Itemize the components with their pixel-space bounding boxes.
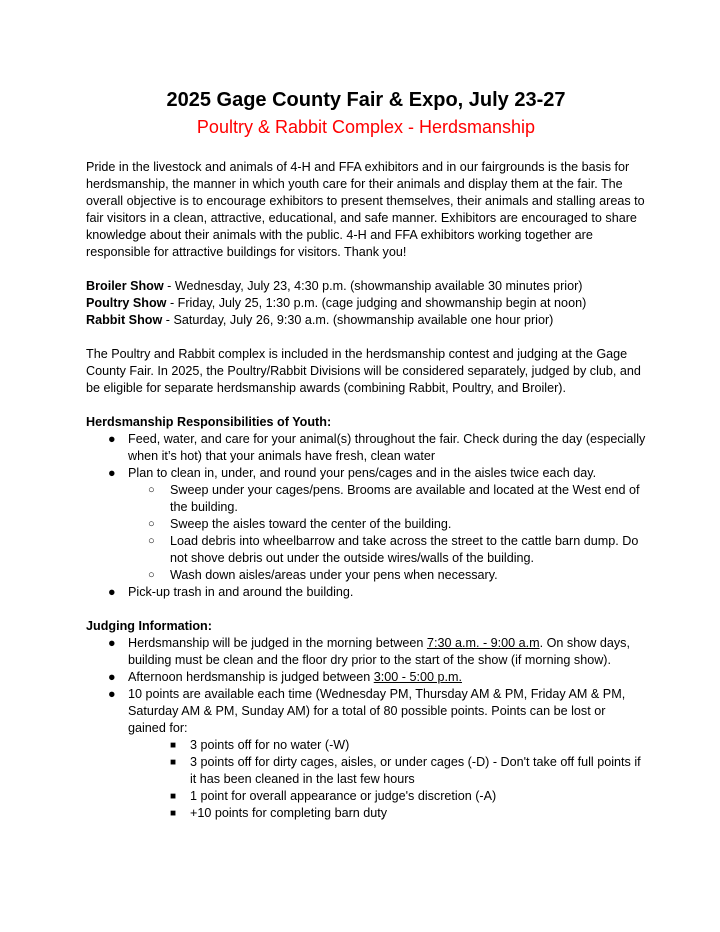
square-bullet-icon: ■: [170, 757, 177, 768]
bullet-icon: ●: [108, 466, 116, 480]
judging-text: Afternoon herdsmanship is judged between: [128, 670, 374, 684]
document-title: 2025 Gage County Fair & Expo, July 23-27: [166, 89, 566, 111]
show-name: Rabbit Show: [86, 313, 163, 327]
points-item-text: 3 points off for no water (-W): [190, 738, 350, 752]
list-item: [86, 584, 646, 601]
sublist-item: [86, 533, 646, 567]
hollow-bullet-icon: ○: [148, 569, 155, 581]
judging-text: . On show days, building must be clean and the floor dry prior to the start of the show (if morning show).: [128, 636, 630, 667]
bullet-icon: ●: [108, 687, 116, 701]
judging-text: 10 points are available each time (Wednesday PM, Thursday AM & PM, Friday AM & PM, Saturday AM & PM, Sunday AM) for a total of 80 possible points. Points can be lost or gained for:: [128, 687, 626, 735]
responsibilities-list: [86, 431, 646, 601]
bullet-icon: ●: [108, 670, 116, 684]
document-subtitle: Poultry & Rabbit Complex - Herdsmanship: [196, 117, 536, 137]
show-detail: - Saturday, July 26, 9:30 a.m. (showmanship available one hour prior): [162, 313, 554, 327]
list-item-text: Pick-up trash in and around the building.: [128, 585, 354, 599]
sublist-item-text: Sweep under your cages/pens. Brooms are available and located at the West end of the building.: [170, 483, 640, 514]
hollow-bullet-icon: ○: [148, 518, 155, 530]
points-item-text: +10 points for completing barn duty: [190, 806, 388, 820]
sublist-item-text: Sweep the aisles toward the center of the building.: [170, 517, 452, 531]
judging-heading: Judging Information:: [86, 619, 212, 633]
points-sublist: [128, 737, 646, 822]
sublist-item: [86, 482, 646, 516]
list-item: [86, 686, 646, 822]
contest-paragraph: The Poultry and Rabbit complex is included in the herdsmanship contest and judging at the Gage County Fair. In 2025, the Poultry/Rabbit Divisions will be considered separately, judged by club, and be eligible for separate herdsmanship awards (combining Rabbit, Poultry, and Broiler).: [86, 347, 641, 395]
sublist-item-text: Load debris into wheelbarrow and take across the street to the cattle barn dump. Do not shove debris out under the outside wires/walls of the building.: [170, 534, 639, 565]
square-bullet-icon: ■: [170, 740, 177, 751]
broiler-show-line: [86, 278, 646, 295]
square-bullet-icon: ■: [170, 808, 177, 819]
page-content: [86, 88, 646, 822]
poultry-show-line: [86, 295, 646, 312]
list-item: [86, 465, 646, 584]
bullet-icon: ●: [108, 636, 116, 650]
show-detail: - Friday, July 25, 1:30 p.m. (cage judging and showmanship begin at noon): [166, 296, 587, 310]
list-item: [86, 431, 646, 465]
bullet-icon: ●: [108, 585, 116, 599]
sublist-item: [86, 567, 646, 584]
points-item: [86, 737, 646, 754]
show-name: Poultry Show: [86, 296, 167, 310]
points-item-text: 1 point for overall appearance or judge's discretion (-A): [190, 789, 497, 803]
afternoon-time-range: 3:00 - 5:00 p.m.: [373, 670, 462, 684]
responsibilities-heading: Herdsmanship Responsibilities of Youth:: [86, 415, 332, 429]
list-item: [86, 635, 646, 669]
cleaning-sublist: [128, 482, 646, 584]
show-detail: - Wednesday, July 23, 4:30 p.m. (showmanship available 30 minutes prior): [163, 279, 583, 293]
sublist-item: [86, 516, 646, 533]
show-schedule: [86, 278, 646, 329]
sublist-item-text: Wash down aisles/areas under your pens when necessary.: [170, 568, 498, 582]
show-name: Broiler Show: [86, 279, 164, 293]
list-item-text: Feed, water, and care for your animal(s) throughout the fair. Check during the day (especially when it’s hot) that your animals have fresh, clean water: [128, 432, 646, 463]
square-bullet-icon: ■: [170, 791, 177, 802]
bullet-icon: ●: [108, 432, 116, 446]
points-item: [86, 788, 646, 805]
morning-time-range: 7:30 a.m. - 9:00 a.m: [426, 636, 540, 650]
judging-text: Herdsmanship will be judged in the morning between: [128, 636, 427, 650]
judging-list: [86, 635, 646, 822]
points-item: [86, 754, 646, 788]
hollow-bullet-icon: ○: [148, 484, 155, 496]
intro-paragraph: Pride in the livestock and animals of 4-H and FFA exhibitors and in our fairgrounds is the basis for herdsmanship, the manner in which youth care for their animals and display them at the fair. The overall objective is to encourage exhibitors to present themselves, their animals and stalling areas to fair visitors in a clean, attractive, educational, and safe manner. Exhibitors are encouraged to share knowledge about their animals with the public. 4-H and FFA exhibitors working together are responsible for attractive buildings for visitors. Thank you!: [86, 160, 645, 259]
points-item: [86, 805, 646, 822]
rabbit-show-line: [86, 312, 646, 329]
hollow-bullet-icon: ○: [148, 535, 155, 547]
points-item-text: 3 points off for dirty cages, aisles, or under cages (-D) - Don't take off full points if it has been cleaned in the last few hours: [190, 755, 641, 786]
list-item-text: Plan to clean in, under, and round your pens/cages and in the aisles twice each day.: [128, 466, 597, 480]
list-item: [86, 669, 646, 686]
